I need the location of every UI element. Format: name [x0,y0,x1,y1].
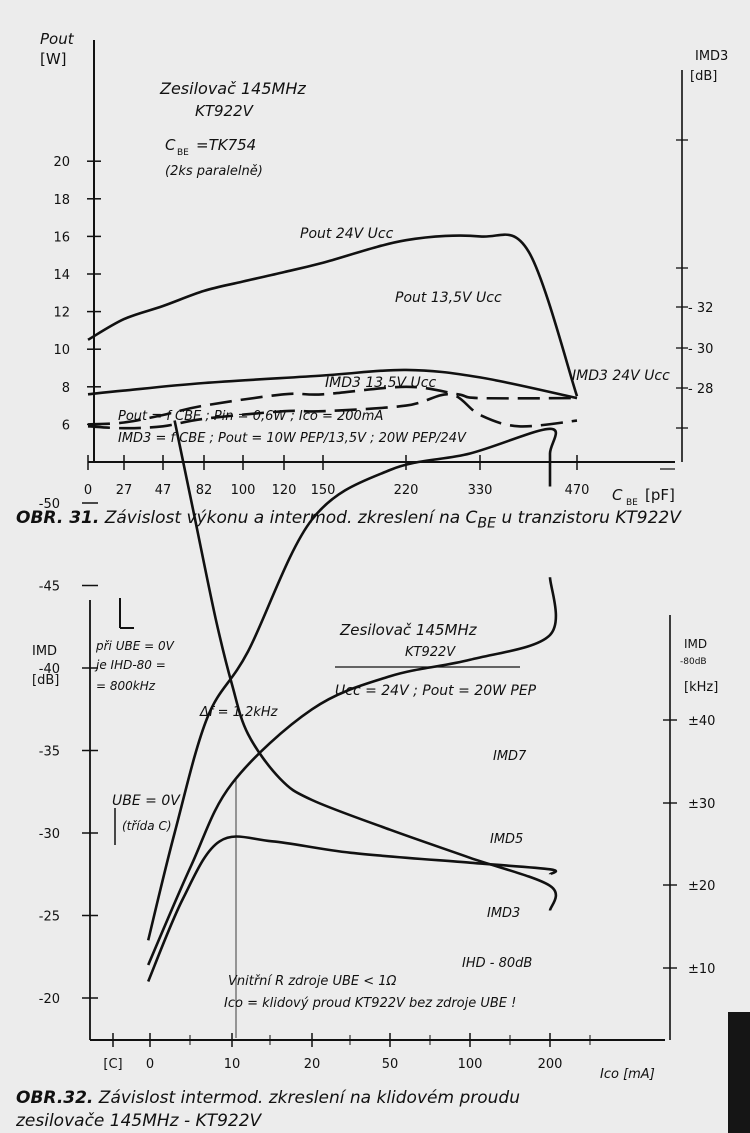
x-tick-label: 200 [537,1057,563,1072]
y-right-axis-unit: [dB] [690,69,718,84]
figure-31-caption-tail: u tranzistoru KT922V [496,508,681,528]
y-right-tick-label: ±40 [688,714,716,729]
x-tick-label: 0 [145,1057,155,1072]
x-tick-label: 20 [303,1057,321,1072]
figure-32-label: OBR.32. [16,1088,94,1108]
note-top-left-3: = 800kHz [96,679,156,693]
x-tick-label: 120 [271,483,297,498]
y-left-tick-label: 12 [53,305,70,321]
y-left-tick-label: -45 [38,579,60,595]
x-tick-label: 10 [223,1057,241,1072]
y-right-axis-label: IMD [684,637,708,651]
chart-title-line-1: Zesilovač 145MHz [340,621,477,639]
x-axis-label-sub: BE [626,498,638,508]
series-label-1: Pout 24V Ucc [300,226,394,242]
note-ube-1: UBE = 0V [112,793,180,809]
series-label-2: Pout 13,5V Ucc [395,290,502,306]
y-left-axis-unit: [dB] [32,673,60,688]
y-right-axis-label: IMD3 [695,49,729,64]
figure-31-caption-text: Závislost výkonu a intermod. zkreslení na C [104,508,478,528]
figure-32-caption [16,1087,520,1133]
x-tick-label: [C] [103,1057,123,1072]
chart-title-line-1: Zesilovač 145MHz [160,79,306,98]
series-label-3: IMD3 [487,906,521,921]
y-left-tick-label: 14 [53,268,70,283]
chart-conditions: Ucc = 24V ; Pout = 20W PEP [335,683,537,699]
note-cbe: C [165,136,176,154]
y-left-tick-label: 8 [61,380,70,396]
x-tick-label: 150 [310,483,336,498]
x-tick-label: 220 [393,483,419,498]
x-tick-label: 470 [564,483,590,498]
y-right-tick-label: - 32 [688,301,714,316]
formula-line-2: IMD3 = f CBE ; Pout = 10W PEP/13,5V ; 20W PEP/24V [118,431,466,446]
y-left-tick-label: 18 [53,192,70,208]
y-left-tick-label: 20 [53,155,70,171]
note-bottom-2: Ico = klidový proud KT922V bez zdroje UBE ! [224,996,517,1011]
note-top-left-1: při UBE = 0V [96,639,174,653]
note-parallel: (2ks paralelně) [165,164,263,179]
y-left-tick-label: 16 [53,230,70,246]
figure-32-caption-line-1: Závislost intermod. zkreslení na klidovém proudu [98,1088,520,1108]
series-label-1: IMD7 [493,749,527,764]
y-left-axis-unit: [W] [40,50,67,68]
y-right-tick-label: ±10 [688,962,716,977]
note-ube-2: (třída C) [122,819,172,833]
y-right-tick-label: - 28 [688,382,714,397]
x-tick-label: 27 [115,483,133,498]
x-axis-unit: [pF] [645,486,675,504]
figure-32-caption-line-2: zesilovače 145MHz - KT922V [16,1111,262,1131]
series-label-4: IMD3 24V Ucc [572,368,670,384]
y-left-axis-label: IMD [32,644,58,659]
x-axis-label: Ico [mA] [600,1067,655,1082]
y-right-axis-sub: -80dB [680,657,707,667]
x-tick-label: 100 [230,483,256,498]
scan-edge-shadow [728,1012,750,1133]
x-tick-label: 47 [154,483,172,498]
x-axis-label: C [612,486,623,504]
y-left-tick-label: -20 [38,992,60,1007]
note-top-left-2: je IHD-80 = [96,658,166,672]
y-left-axis-label: Pout [40,30,74,48]
y-right-tick-label: - 30 [688,342,714,357]
x-tick-label: 330 [467,483,493,498]
figure-31-caption [16,508,681,531]
y-left-tick-label: -50 [38,497,60,512]
x-tick-label: 0 [83,483,93,498]
formula-line-1: Pout = f CBE ; Pin = 0,6W ; Ico = 200mA [118,409,384,424]
series-label-4: IHD - 80dB [462,956,533,971]
y-right-tick-label: ±30 [688,797,716,812]
chart-title-line-2: KT922V [195,102,253,120]
y-right-axis-unit: [kHz] [684,680,719,695]
note-bottom-1: Vnitřní R zdroje UBE < 1Ω [228,974,397,989]
y-left-tick-label: -35 [38,744,60,760]
y-left-tick-label: -30 [38,827,60,842]
series-label-5: Δf = 1,2kHz [200,705,278,720]
series-label-3: IMD3 13,5V Ucc [325,375,437,391]
x-tick-label: 100 [457,1057,483,1072]
y-left-tick-label: -40 [38,662,60,677]
figure-31-label: OBR. 31. [16,508,100,528]
note-type: =TK754 [196,136,257,154]
y-left-tick-label: -25 [38,909,60,925]
x-tick-label: 82 [195,483,213,498]
y-left-tick-label: 10 [53,343,70,359]
note-cbe-sub: BE [177,148,189,158]
figure-31-caption-sub: BE [477,515,497,532]
chart-title-line-2: KT922V [405,645,456,660]
y-left-tick-label: 6 [61,418,70,434]
x-tick-label: 50 [381,1057,399,1072]
y-right-tick-label: ±20 [688,879,716,894]
series-label-2: IMD5 [490,832,524,847]
